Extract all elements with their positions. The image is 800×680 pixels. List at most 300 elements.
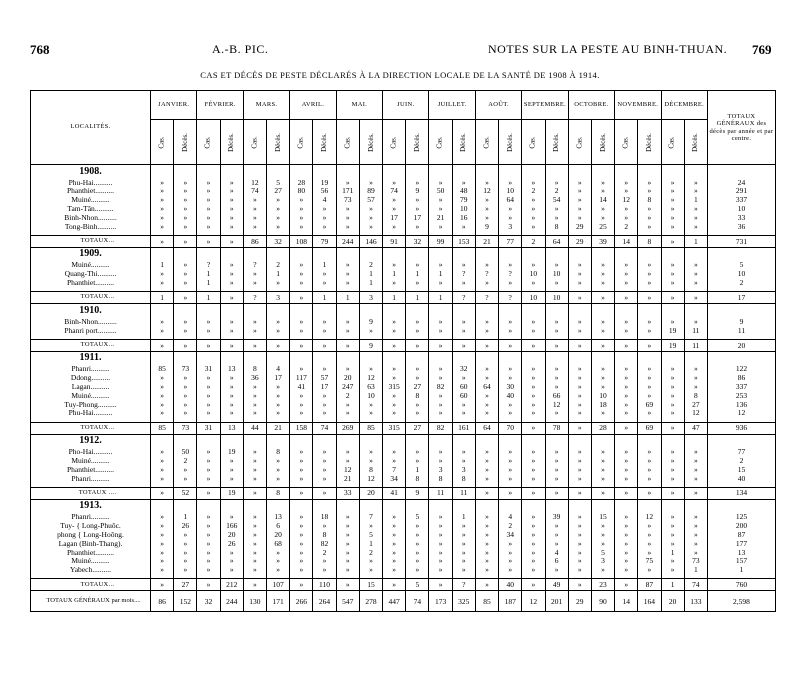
table-cell: 8: [406, 391, 429, 400]
table-cell: »: [336, 178, 359, 187]
empty-cell: [568, 434, 591, 448]
table-cell: ?: [243, 261, 266, 270]
table-cell: »: [429, 365, 452, 374]
month-header: AVRIL.: [290, 91, 336, 120]
table-cell: »: [429, 513, 452, 522]
table-cell: »: [684, 222, 707, 231]
table-cell: »: [313, 391, 336, 400]
empty-cell: [545, 165, 568, 179]
table-cell: »: [522, 204, 545, 213]
table-cell: »: [336, 213, 359, 222]
subheader-label: Cas.: [343, 136, 352, 149]
table-cell: »: [661, 204, 684, 213]
row-total: 33: [707, 213, 775, 222]
table-caption: CAS ET DÉCÈS DE PESTE DÉCLARÉS À LA DIRECTION LOCALE DE LA SANTÉ DE 1908 À 1914.: [200, 70, 600, 80]
table-cell: »: [243, 213, 266, 222]
table-cell: »: [243, 317, 266, 326]
empty-cell: [313, 165, 336, 179]
table-cell: 1: [684, 196, 707, 205]
empty-cell: [499, 165, 522, 179]
table-cell: »: [267, 557, 290, 566]
totals-cell: 69: [638, 422, 661, 434]
table-cell: »: [383, 261, 406, 270]
table-cell: »: [568, 448, 591, 457]
table-cell: »: [452, 522, 475, 531]
table-cell: »: [568, 530, 591, 539]
subheader-label: Décès.: [505, 133, 514, 152]
table-cell: »: [359, 566, 382, 575]
table-cell: 12: [336, 465, 359, 474]
table-cell: 29: [568, 222, 591, 231]
table-cell: »: [591, 474, 614, 483]
grand-total-cell: 266: [290, 591, 313, 612]
table-cell: »: [267, 456, 290, 465]
table-cell: »: [615, 557, 638, 566]
empty-cell: [243, 165, 266, 179]
table-cell: »: [313, 365, 336, 374]
totals-cell: 315: [383, 422, 406, 434]
table-cell: »: [568, 204, 591, 213]
table-cell: »: [197, 222, 220, 231]
table-row: [31, 474, 776, 483]
table-cell: »: [243, 539, 266, 548]
table-cell: »: [499, 548, 522, 557]
locality-name: Phanthiet..........: [31, 187, 151, 196]
table-cell: »: [429, 522, 452, 531]
table-cell: 82: [313, 539, 336, 548]
year-label: 1911.: [31, 351, 151, 365]
table-cell: »: [290, 196, 313, 205]
table-cell: »: [429, 566, 452, 575]
table-cell: »: [522, 222, 545, 231]
table-row: [31, 196, 776, 205]
empty-cell: [638, 499, 661, 513]
totals-cell: »: [429, 339, 452, 351]
table-cell: »: [406, 278, 429, 287]
row-total: 11: [707, 326, 775, 335]
table-cell: »: [290, 539, 313, 548]
locality-name: Phu-Hai..........: [31, 409, 151, 418]
table-cell: »: [313, 522, 336, 531]
table-cell: »: [174, 270, 197, 279]
empty-cell: [499, 304, 522, 318]
table-cell: »: [568, 365, 591, 374]
month-header: FÉVRIER.: [197, 91, 243, 120]
table-cell: »: [336, 557, 359, 566]
empty-cell: [243, 351, 266, 365]
table-cell: »: [615, 365, 638, 374]
empty-cell: [174, 165, 197, 179]
locality-name: Tuy-Phong..........: [31, 400, 151, 409]
table-cell: 18: [591, 400, 614, 409]
table-cell: »: [429, 204, 452, 213]
empty-cell: [220, 247, 243, 261]
subheader-label: Décès.: [412, 133, 421, 152]
subheader-label: Décès.: [598, 133, 607, 152]
table-cell: »: [406, 530, 429, 539]
cases-header: [290, 120, 313, 165]
table-cell: »: [591, 374, 614, 383]
table-cell: 74: [383, 187, 406, 196]
totals-row: [31, 339, 776, 351]
row-total: 86: [707, 374, 775, 383]
table-cell: »: [499, 557, 522, 566]
grand-total-cell: 164: [638, 591, 661, 612]
totals-cell: 23: [591, 579, 614, 591]
table-cell: »: [151, 465, 174, 474]
totals-cell: 32: [267, 235, 290, 247]
empty-cell: [267, 351, 290, 365]
table-cell: »: [336, 548, 359, 557]
totals-cell: 11: [684, 339, 707, 351]
table-cell: »: [359, 400, 382, 409]
table-cell: »: [638, 204, 661, 213]
table-cell: »: [197, 213, 220, 222]
table-cell: »: [267, 326, 290, 335]
empty-cell: [568, 247, 591, 261]
row-total: 40: [707, 474, 775, 483]
table-cell: 10: [359, 391, 382, 400]
table-cell: »: [313, 409, 336, 418]
table-cell: »: [383, 222, 406, 231]
empty-cell: [290, 434, 313, 448]
locality-name: Yabech..........: [31, 566, 151, 575]
table-cell: »: [383, 178, 406, 187]
table-cell: »: [243, 204, 266, 213]
table-cell: »: [174, 566, 197, 575]
table-cell: »: [267, 317, 290, 326]
month-header: DÉCEMBRE.: [661, 91, 707, 120]
table-cell: »: [174, 222, 197, 231]
table-cell: »: [267, 400, 290, 409]
row-total: 9: [707, 317, 775, 326]
deaths-header: [174, 120, 197, 165]
table-cell: 8: [406, 474, 429, 483]
table-cell: »: [267, 213, 290, 222]
table-cell: ?: [499, 270, 522, 279]
table-cell: »: [267, 409, 290, 418]
totals-label: TOTAUX...: [31, 579, 151, 591]
table-cell: 40: [499, 391, 522, 400]
table-cell: »: [475, 204, 498, 213]
table-row: [31, 409, 776, 418]
empty-cell: [591, 499, 614, 513]
empty-cell: [568, 304, 591, 318]
table-cell: »: [383, 365, 406, 374]
table-cell: 1: [684, 566, 707, 575]
table-cell: »: [220, 278, 243, 287]
table-cell: »: [661, 196, 684, 205]
table-cell: »: [684, 270, 707, 279]
table-cell: 89: [359, 187, 382, 196]
table-cell: »: [174, 548, 197, 557]
empty-cell: [174, 499, 197, 513]
table-cell: 19: [661, 326, 684, 335]
table-cell: 8: [684, 391, 707, 400]
table-cell: 8: [359, 465, 382, 474]
locality-name: Quang-Thi..........: [31, 270, 151, 279]
table-cell: »: [452, 448, 475, 457]
totals-cell: 86: [243, 235, 266, 247]
table-cell: »: [267, 382, 290, 391]
totals-cell: »: [151, 579, 174, 591]
table-cell: »: [522, 326, 545, 335]
table-cell: »: [313, 270, 336, 279]
totals-label: TOTAUX ....: [31, 487, 151, 499]
table-cell: »: [638, 522, 661, 531]
table-cell: »: [174, 382, 197, 391]
table-cell: 28: [290, 178, 313, 187]
table-cell: 166: [220, 522, 243, 531]
table-cell: »: [383, 548, 406, 557]
table-cell: »: [313, 317, 336, 326]
table-cell: »: [313, 400, 336, 409]
table-cell: »: [290, 278, 313, 287]
table-cell: »: [151, 326, 174, 335]
cases-header: [568, 120, 591, 165]
table-cell: »: [522, 278, 545, 287]
empty-cell: [197, 434, 220, 448]
table-cell: »: [638, 530, 661, 539]
table-cell: 171: [336, 187, 359, 196]
table-cell: »: [522, 382, 545, 391]
cases-header: [336, 120, 359, 165]
empty-cell: [359, 351, 382, 365]
table-cell: 27: [267, 187, 290, 196]
table-cell: »: [684, 474, 707, 483]
table-cell: »: [684, 513, 707, 522]
table-cell: »: [475, 391, 498, 400]
empty-cell: [545, 247, 568, 261]
table-cell: »: [452, 530, 475, 539]
table-cell: 60: [452, 382, 475, 391]
table-cell: »: [267, 196, 290, 205]
month-header: JUILLET.: [429, 91, 475, 120]
empty-cell: [684, 165, 707, 179]
table-cell: »: [359, 178, 382, 187]
table-cell: »: [452, 456, 475, 465]
table-cell: 26: [220, 539, 243, 548]
table-cell: »: [499, 539, 522, 548]
table-cell: »: [475, 365, 498, 374]
subheader-label: Cas.: [668, 136, 677, 149]
empty-cell: [475, 351, 498, 365]
table-cell: »: [220, 513, 243, 522]
locality-name: phong { Long-Hoông.: [31, 530, 151, 539]
table-cell: »: [429, 400, 452, 409]
table-cell: 27: [406, 382, 429, 391]
table-cell: »: [545, 178, 568, 187]
table-cell: »: [383, 391, 406, 400]
table-cell: »: [359, 557, 382, 566]
table-cell: 1: [197, 270, 220, 279]
totals-cell: »: [638, 292, 661, 304]
table-cell: 14: [591, 196, 614, 205]
table-cell: 1: [452, 513, 475, 522]
table-cell: »: [220, 317, 243, 326]
totals-cell: »: [499, 339, 522, 351]
table-cell: »: [174, 317, 197, 326]
table-cell: »: [174, 187, 197, 196]
empty-cell: [151, 165, 174, 179]
empty-cell: [452, 351, 475, 365]
table-row: [31, 400, 776, 409]
empty-cell: [615, 499, 638, 513]
table-cell: »: [661, 456, 684, 465]
table-cell: »: [313, 465, 336, 474]
empty-cell: [684, 247, 707, 261]
subheader-label: Cas.: [296, 136, 305, 149]
table-cell: »: [638, 448, 661, 457]
table-cell: »: [243, 196, 266, 205]
table-cell: »: [406, 456, 429, 465]
table-cell: »: [684, 213, 707, 222]
totals-cell: 74: [684, 579, 707, 591]
table-cell: 7: [383, 465, 406, 474]
table-cell: »: [243, 391, 266, 400]
year-label: 1912.: [31, 434, 151, 448]
table-cell: »: [615, 374, 638, 383]
table-cell: »: [615, 178, 638, 187]
table-cell: 315: [383, 382, 406, 391]
totals-cell: »: [545, 487, 568, 499]
empty-cell: [383, 499, 406, 513]
year-label: 1910.: [31, 304, 151, 318]
totals-cell: 161: [452, 422, 475, 434]
table-cell: »: [406, 548, 429, 557]
table-cell: »: [661, 374, 684, 383]
table-cell: »: [568, 213, 591, 222]
month-header: JUIN.: [383, 91, 429, 120]
totals-cell: »: [661, 422, 684, 434]
row-total: 157: [707, 557, 775, 566]
table-cell: »: [591, 270, 614, 279]
deaths-header: [499, 120, 522, 165]
empty-cell: [475, 304, 498, 318]
table-cell: 54: [545, 196, 568, 205]
empty-cell: [383, 434, 406, 448]
table-cell: »: [151, 270, 174, 279]
year-label: 1913.: [31, 499, 151, 513]
totals-label: TOTAUX...: [31, 292, 151, 304]
table-cell: »: [174, 539, 197, 548]
table-cell: »: [684, 204, 707, 213]
table-cell: »: [336, 539, 359, 548]
table-cell: »: [638, 261, 661, 270]
empty-cell: [220, 434, 243, 448]
totals-cell: »: [615, 339, 638, 351]
table-cell: 13: [220, 365, 243, 374]
table-cell: »: [197, 326, 220, 335]
table-cell: »: [638, 539, 661, 548]
totals-cell: 19: [220, 487, 243, 499]
table-cell: »: [406, 326, 429, 335]
locality-name: Phanthiet..........: [31, 465, 151, 474]
table-cell: »: [638, 465, 661, 474]
table-cell: 12: [684, 409, 707, 418]
empty-cell: [406, 304, 429, 318]
table-cell: 57: [313, 374, 336, 383]
locality-name: Phanri port..........: [31, 326, 151, 335]
table-cell: »: [429, 196, 452, 205]
month-header: OCTOBRE.: [568, 91, 614, 120]
year-row: [31, 247, 776, 261]
totals-cell: »: [522, 339, 545, 351]
table-cell: 16: [452, 213, 475, 222]
row-total: 125: [707, 513, 775, 522]
table-cell: 1: [406, 465, 429, 474]
table-cell: »: [151, 530, 174, 539]
table-cell: 1: [359, 270, 382, 279]
totals-cell: 1: [197, 292, 220, 304]
table-cell: »: [151, 374, 174, 383]
table-cell: »: [359, 213, 382, 222]
table-cell: »: [475, 326, 498, 335]
year-total: 20: [707, 339, 775, 351]
deaths-header: [591, 120, 614, 165]
table-cell: 9: [406, 187, 429, 196]
totals-cell: 73: [174, 422, 197, 434]
totals-cell: »: [174, 339, 197, 351]
empty-cell: [359, 247, 382, 261]
locality-name: Muiné..........: [31, 196, 151, 205]
totals-cell: »: [174, 292, 197, 304]
totals-cell: 85: [359, 422, 382, 434]
empty-cell: [638, 304, 661, 318]
subheader-label: Cas.: [157, 136, 166, 149]
table-cell: »: [568, 409, 591, 418]
empty-cell: [545, 351, 568, 365]
subheader-label: Décès.: [552, 133, 561, 152]
empty-cell: [359, 304, 382, 318]
table-cell: »: [684, 539, 707, 548]
table-cell: »: [290, 456, 313, 465]
table-cell: »: [522, 522, 545, 531]
table-cell: »: [383, 317, 406, 326]
table-cell: »: [499, 326, 522, 335]
totals-row: [31, 292, 776, 304]
table-cell: »: [336, 365, 359, 374]
table-cell: »: [151, 557, 174, 566]
totals-label: TOTAUX...: [31, 235, 151, 247]
table-cell: »: [151, 566, 174, 575]
table-cell: 1: [406, 270, 429, 279]
table-cell: 2: [174, 456, 197, 465]
table-cell: »: [197, 513, 220, 522]
table-cell: »: [545, 448, 568, 457]
empty-cell: [615, 165, 638, 179]
totals-cell: 91: [383, 235, 406, 247]
table-cell: 56: [313, 187, 336, 196]
totals-cell: »: [661, 292, 684, 304]
table-cell: »: [243, 456, 266, 465]
table-cell: »: [545, 278, 568, 287]
table-cell: 2: [359, 261, 382, 270]
table-cell: »: [290, 365, 313, 374]
table-cell: »: [661, 365, 684, 374]
totals-cell: »: [615, 579, 638, 591]
row-total: 253: [707, 391, 775, 400]
empty-cell: [499, 499, 522, 513]
subheader-label: Décès.: [366, 133, 375, 152]
totals-cell: »: [313, 339, 336, 351]
table-cell: »: [638, 382, 661, 391]
month-header: NOVEMBRE.: [615, 91, 661, 120]
table-cell: »: [197, 178, 220, 187]
table-cell: »: [452, 409, 475, 418]
table-cell: »: [615, 270, 638, 279]
table-cell: »: [220, 270, 243, 279]
